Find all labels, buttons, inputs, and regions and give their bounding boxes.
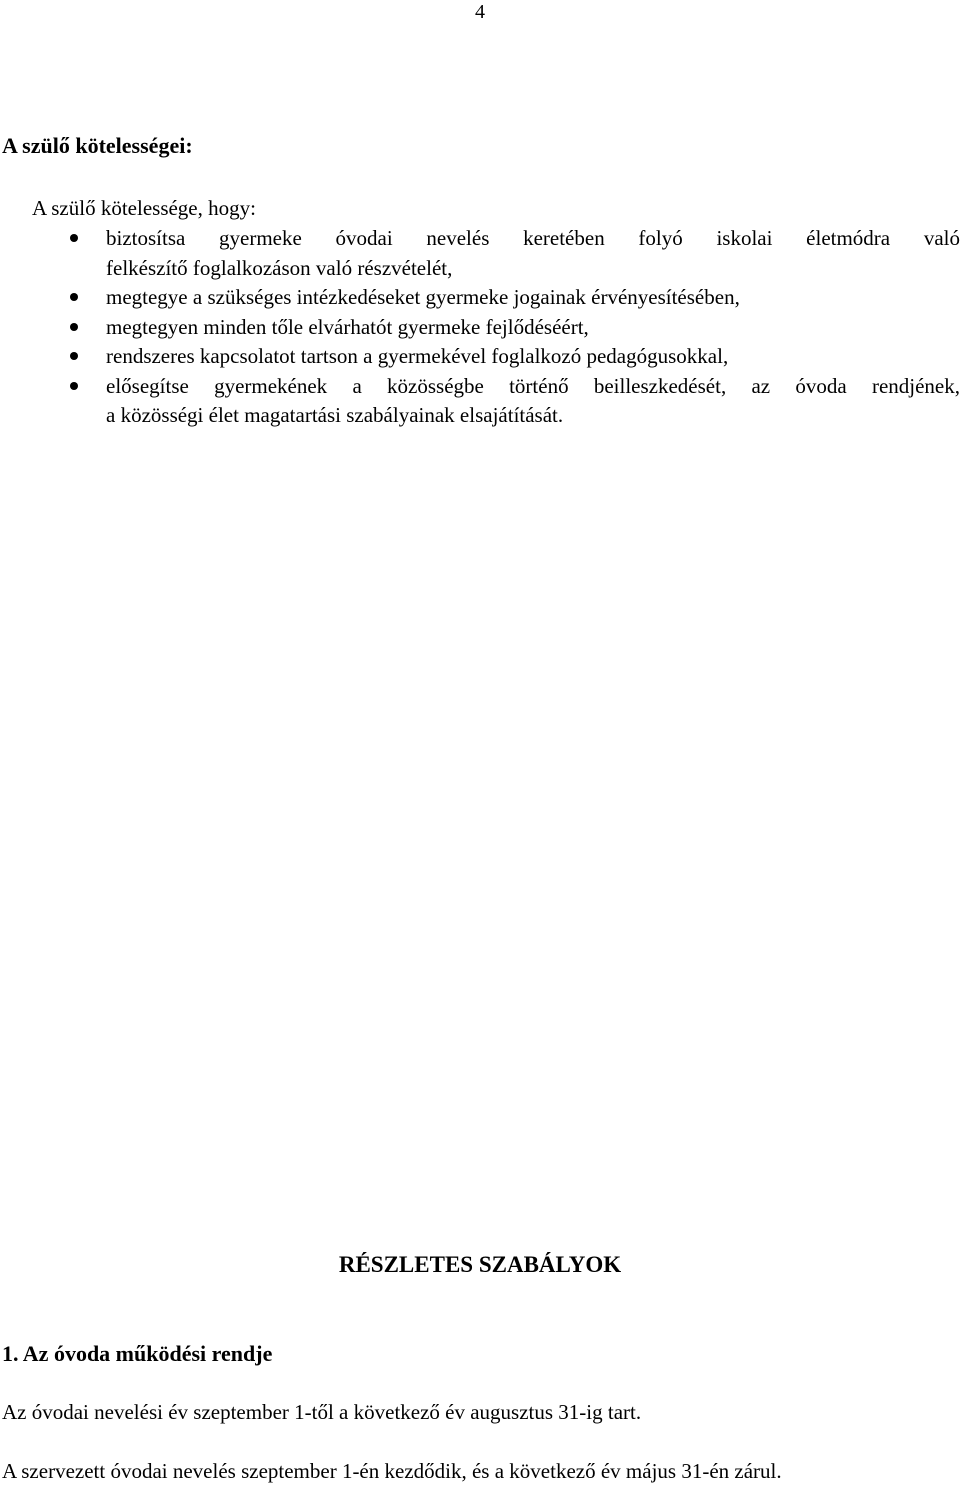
- duty-item-line: megtegye a szükséges intézkedéseket gyermeke jogainak érvényesítésében,: [106, 285, 740, 309]
- duty-list-item: [0, 372, 960, 431]
- duty-item-line: megtegyen minden tőle elvárhatót gyermeke fejlődéséért,: [106, 314, 589, 339]
- duty-item-line: elősegítse gyermekének a közösségbe történő beilleszkedését, az óvoda rendjének,: [106, 373, 960, 398]
- detailed-rules-heading: RÉSZLETES SZABÁLYOK: [338, 1252, 622, 1277]
- section-heading-parent-duties: A szülő kötelességei:: [2, 133, 193, 158]
- bullet-icon: [70, 323, 78, 331]
- duty-item-line: felkészítő foglalkozáson való részvételét,: [106, 255, 453, 280]
- duty-list-item: [0, 283, 960, 313]
- paragraph-organized-education: A szervezett óvodai nevelés szeptember 1-én kezdődik, és a következő év május 31-én zárul.: [2, 1459, 782, 1483]
- bullet-icon: [70, 382, 78, 390]
- bullet-icon: [70, 293, 78, 301]
- bullet-icon: [70, 234, 78, 242]
- duty-item-line: a közösségi élet magatartási szabályainak elsajátítását.: [106, 403, 564, 427]
- duties-bullet-list: [0, 224, 960, 431]
- duty-list-item: [0, 313, 960, 343]
- duty-item-line: biztosítsa gyermeke óvodai nevelés keretében folyó iskolai életmódra való: [106, 226, 960, 250]
- duty-list-item: [0, 342, 960, 372]
- duty-item-line: rendszeres kapcsolatot tartson a gyermekével foglalkozó pedagógusokkal,: [106, 344, 729, 368]
- section-heading-kindergarten-operation: 1. Az óvoda működési rendje: [2, 1341, 273, 1366]
- duties-intro-text: A szülő kötelessége, hogy:: [32, 196, 256, 220]
- page-number: 4: [475, 1, 485, 23]
- bullet-icon: [70, 352, 78, 360]
- paragraph-school-year: Az óvodai nevelési év szeptember 1-től a következő év augusztus 31-ig tart.: [2, 1400, 642, 1424]
- duty-list-item: [0, 224, 960, 283]
